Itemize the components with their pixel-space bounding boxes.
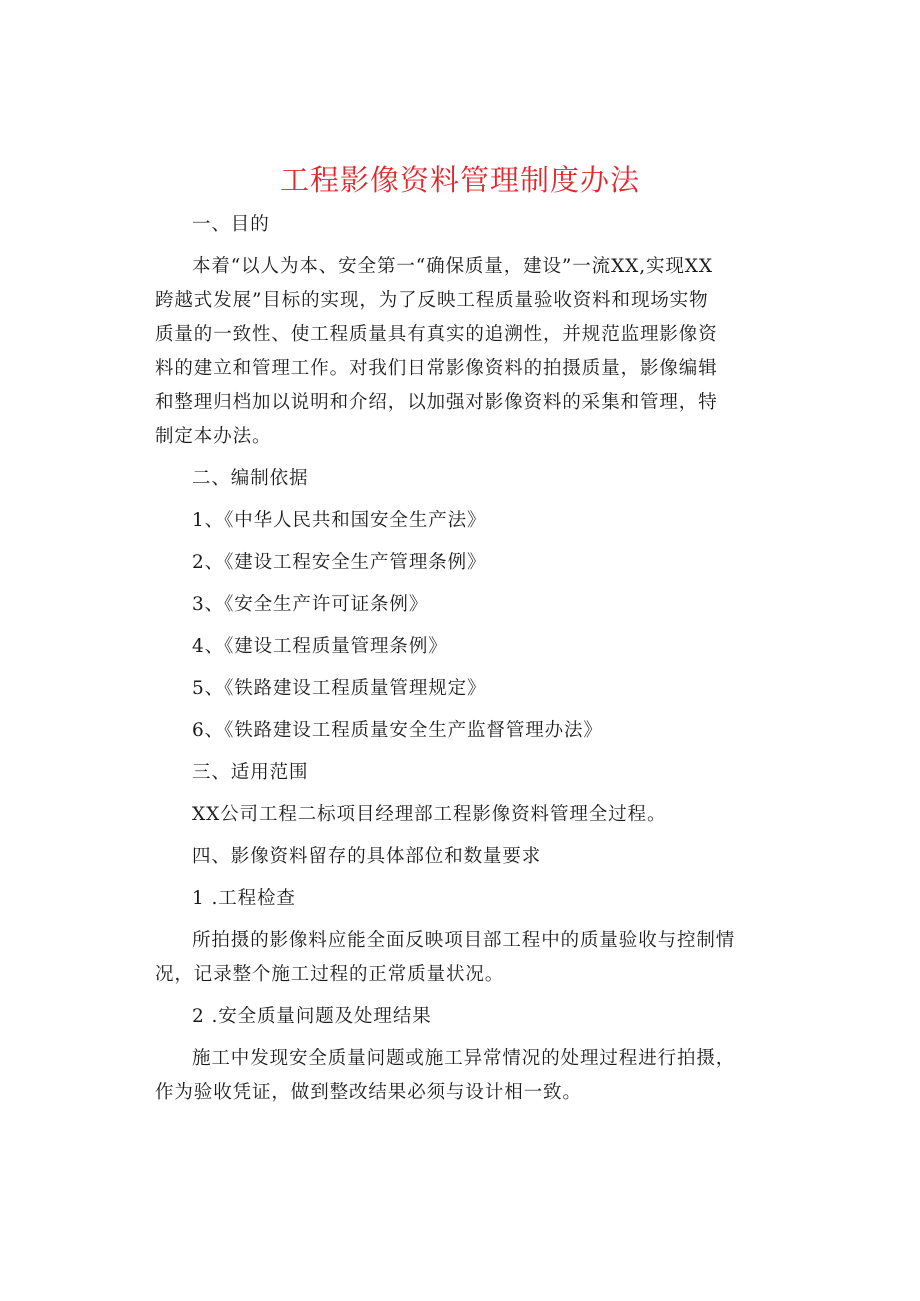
purpose-paragraph <box>155 250 767 454</box>
basis-item: 6、《铁路建设工程质量安全生产监督管理办法》 <box>192 720 603 741</box>
basis-item: 3、《安全生产许可证条例》 <box>192 594 429 615</box>
section-heading-scope: 三、适用范围 <box>192 762 309 783</box>
section-heading-basis: 二、编制依据 <box>192 468 309 489</box>
paragraph-line: 本着“以人为本、安全第一“确保质量，建设”一流XX,实现XX <box>192 256 713 277</box>
paragraph-line: 质量的一致性、使工程质量具有真实的追溯性，并规范监理影像资 <box>155 324 718 345</box>
paragraph-line: 跨越式发展”目标的实现，为了反映工程质量验收资料和现场实物 <box>155 290 709 311</box>
basis-item: 5、《铁路建设工程质量管理规定》 <box>192 678 487 699</box>
document-body <box>155 208 767 1118</box>
section-heading-purpose: 一、目的 <box>192 214 270 235</box>
paragraph-line: 制定本办法。 <box>155 426 272 447</box>
paragraph-line: 料的建立和管理工作。对我们日常影像资料的拍摄质量，影像编辑 <box>155 358 718 379</box>
basis-item: 4、《建设工程质量管理条例》 <box>192 636 448 657</box>
section-heading-requirements: 四、影像资料留存的具体部位和数量要求 <box>192 846 542 867</box>
paragraph-line: 和整理归档加以说明和介绍，以加强对影像资料的采集和管理，特 <box>155 392 718 413</box>
basis-item: 2、《建设工程安全生产管理条例》 <box>192 552 487 573</box>
paragraph-line: 所拍摄的影像料应能全面反映项目部工程中的质量验收与控制情 <box>192 930 736 951</box>
paragraph-line: 况，记录整个施工过程的正常质量状况。 <box>155 964 505 985</box>
safety-issues-paragraph <box>155 1042 767 1110</box>
subsection-heading-safety-issues: 2 .安全质量问题及处理结果 <box>192 1006 432 1027</box>
paragraph-line: 作为验收凭证，做到整改结果必须与设计相一致。 <box>155 1082 582 1103</box>
paragraph-line: 施工中发现安全质量问题或施工异常情况的处理过程进行拍摄， <box>192 1048 736 1069</box>
scope-text: XX公司工程二标项目经理部工程影像资料管理全过程。 <box>192 804 667 825</box>
subsection-heading-inspection: 1 .工程检查 <box>192 888 296 909</box>
document-title: 工程影像资料管理制度办法 <box>279 163 640 197</box>
basis-item: 1、《中华人民共和国安全生产法》 <box>192 510 487 531</box>
inspection-paragraph <box>155 924 767 992</box>
